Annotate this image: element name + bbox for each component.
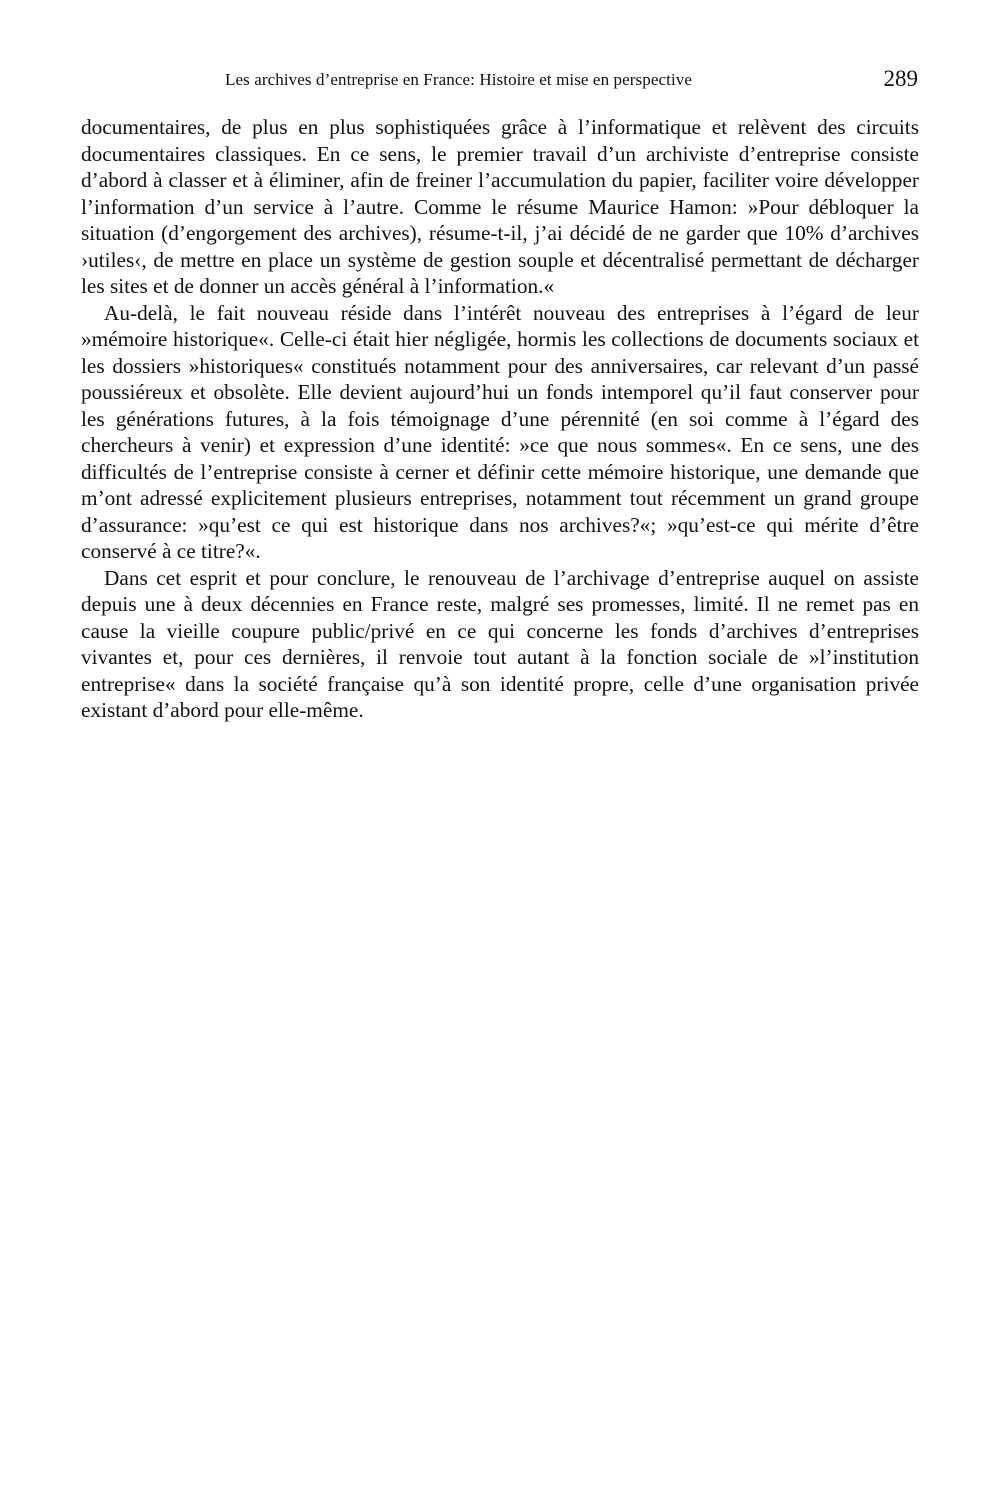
paragraph: Au-delà, le fait nouveau réside dans l’intérêt nouveau des entreprises à l’égard de leur »mémoire historique«. Celle-ci était hier négligée, hormis les collections de documents sociaux et les dossiers »historiques« constitués notamment pour des anniversaires, car relevant d’un passé poussiéreux et obsolète. Elle devient aujourd’hui un fonds intemporel qu’il faut conserver pour les générations futures, à la fois témoignage d’une pérennité (en soi comme à l’égard des chercheurs à venir) et expression d’une identité: »ce que nous sommes«. En ce sens, une des difficultés de l’entreprise consiste à cerner et définir cette mémoire historique, une demande que m’ont adressé explicitement plusieurs entreprises, notamment tout récemment un grand groupe d’assurance: »qu’est ce qui est historique dans nos archives?«; »qu’est-ce qui mérite d’être conservé à ce titre?«.: [81, 300, 919, 563]
paragraph: Dans cet esprit et pour conclure, le renouveau de l’archivage d’entreprise auquel on assiste depuis une à deux décennies en France reste, malgré ses promesses, limité. Il ne remet pas en cause la vieille coupure public/privé en ce qui concerne les fonds d’archives d’entreprises vivantes et, pour ces dernières, il renvoie tout autant à la fonction sociale de »l’institution entreprise« dans la société française qu’à son identité propre, celle d’une organisation privée existant d’abord pour elle-même.: [81, 565, 919, 722]
body-text: [81, 114, 919, 724]
running-title: Les archives d’entreprise en France: Histoire et mise en perspective: [225, 70, 693, 89]
page-number: 289: [883, 66, 918, 91]
paragraph-continued: documentaires, de plus en plus sophistiquées grâce à l’informatique et relèvent des circuits documentaires classiques. En ce sens, le premier travail d’un archiviste d’entreprise consiste d’abord à classer et à éliminer, afin de freiner l’accumulation du papier, faciliter voire développer l’information d’un service à l’autre. Comme le résume Maurice Hamon: »Pour débloquer la situation (d’engorgement des archives), résume-t-il, j’ai décidé de ne garder que 10% d’archives ›utiles‹, de mettre en place un système de gestion souple et décentralisé permettant de décharger les sites et de donner un accès général à l’information.«: [81, 115, 919, 298]
running-header: [225, 66, 918, 96]
